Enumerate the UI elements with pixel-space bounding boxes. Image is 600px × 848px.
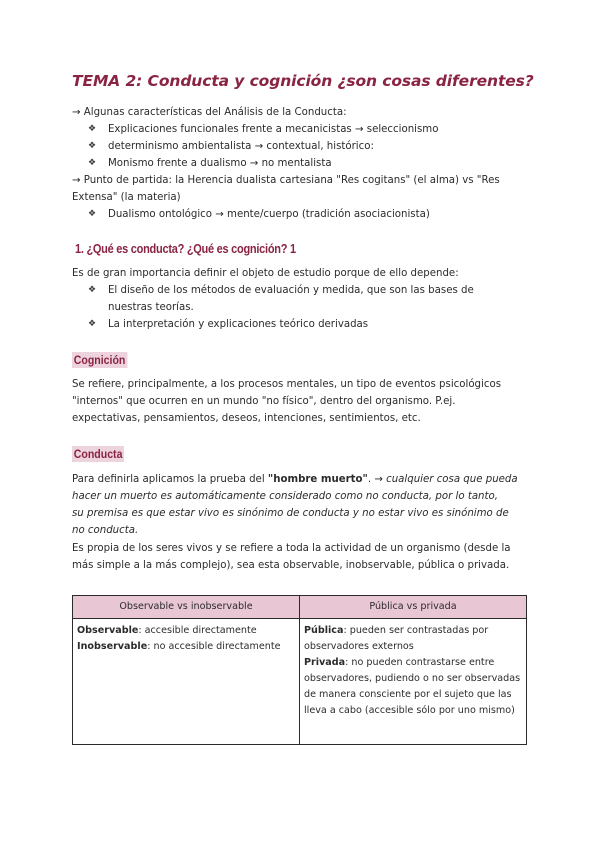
list-item: ❖ Dualismo ontológico → mente/cuerpo (tradición asociacionista) bbox=[108, 206, 430, 223]
bullet-icon: ❖ bbox=[88, 319, 97, 329]
list-item: ❖ El diseño de los métodos de evaluación y medida, que son las bases de bbox=[108, 282, 474, 299]
list-item: ❖ La interpretación y explicaciones teórico derivadas bbox=[108, 316, 368, 333]
bullet-icon: ❖ bbox=[88, 158, 97, 168]
conducta-line: hacer un muerto es automáticamente considerado como no conducta, por lo tanto, bbox=[72, 491, 498, 502]
list-item: ❖ Explicaciones funcionales frente a mecanicistas → seleccionismo bbox=[108, 121, 438, 138]
intro-line-2a: → Punto de partida: la Herencia dualista cartesiana "Res cogitans" (el alma) vs "Res bbox=[72, 175, 500, 186]
intro-line-1: → Algunas características del Análisis de la Conducta: bbox=[72, 107, 347, 118]
bullet-icon: ❖ bbox=[88, 285, 97, 295]
cognicion-line: "internos" que ocurren en un mundo "no físico", dentro del organismo. P.ej. bbox=[72, 396, 456, 407]
conducta-line: no conducta. bbox=[72, 525, 139, 536]
conducta-line: Es propia de los seres vivos y se refiere a toda la actividad de un organismo (desde la bbox=[72, 543, 511, 554]
section-heading: 1. ¿Qué es conducta? ¿Qué es cognición? 1 bbox=[75, 242, 296, 256]
list-item: ❖ determinismo ambientalista → contextual, histórico: bbox=[108, 138, 374, 155]
conducta-line: más simple a la más complejo), sea esta observable, inobservable, pública o privada. bbox=[72, 560, 510, 571]
table-cell: Pública: pueden ser contrastadas por observadores externos Privada: no pueden contrastarse entre observadores, pudiendo o no ser observadas de manera consciente por el sujeto que las lleva a cabo (accesible sólo por uno mismo) bbox=[300, 619, 527, 745]
conducta-line: Para definirla aplicamos la prueba del "hombre muerto". → cualquier cosa que pueda bbox=[72, 474, 518, 485]
list-item-continuation: nuestras teorías. bbox=[108, 302, 194, 313]
cognicion-line: Se refiere, principalmente, a los procesos mentales, un tipo de eventos psicológicos bbox=[72, 379, 501, 390]
bullet-icon: ❖ bbox=[88, 209, 97, 219]
table-cell: Observable: accesible directamente Inobservable: no accesible directamente bbox=[73, 619, 300, 745]
table-header: Pública vs privada bbox=[300, 596, 527, 619]
comparison-table bbox=[72, 595, 527, 745]
table-header: Observable vs inobservable bbox=[73, 596, 300, 619]
list-item: ❖ Monismo frente a dualismo → no mentalista bbox=[108, 155, 332, 172]
page-title: TEMA 2: Conducta y cognición ¿son cosas diferentes? bbox=[72, 72, 534, 90]
bullet-icon: ❖ bbox=[88, 141, 97, 151]
cognicion-line: expectativas, pensamientos, deseos, intenciones, sentimientos, etc. bbox=[72, 413, 421, 424]
conducta-line: su premisa es que estar vivo es sinónimo de conducta y no estar vivo es sinónimo de bbox=[72, 508, 509, 519]
section-paragraph: Es de gran importancia definir el objeto de estudio porque de ello depende: bbox=[72, 268, 459, 279]
conducta-heading: Conducta bbox=[73, 447, 123, 461]
bullet-icon: ❖ bbox=[88, 124, 97, 134]
intro-line-2b: Extensa" (la materia) bbox=[72, 192, 181, 203]
cognicion-heading: Cognición bbox=[73, 353, 126, 367]
